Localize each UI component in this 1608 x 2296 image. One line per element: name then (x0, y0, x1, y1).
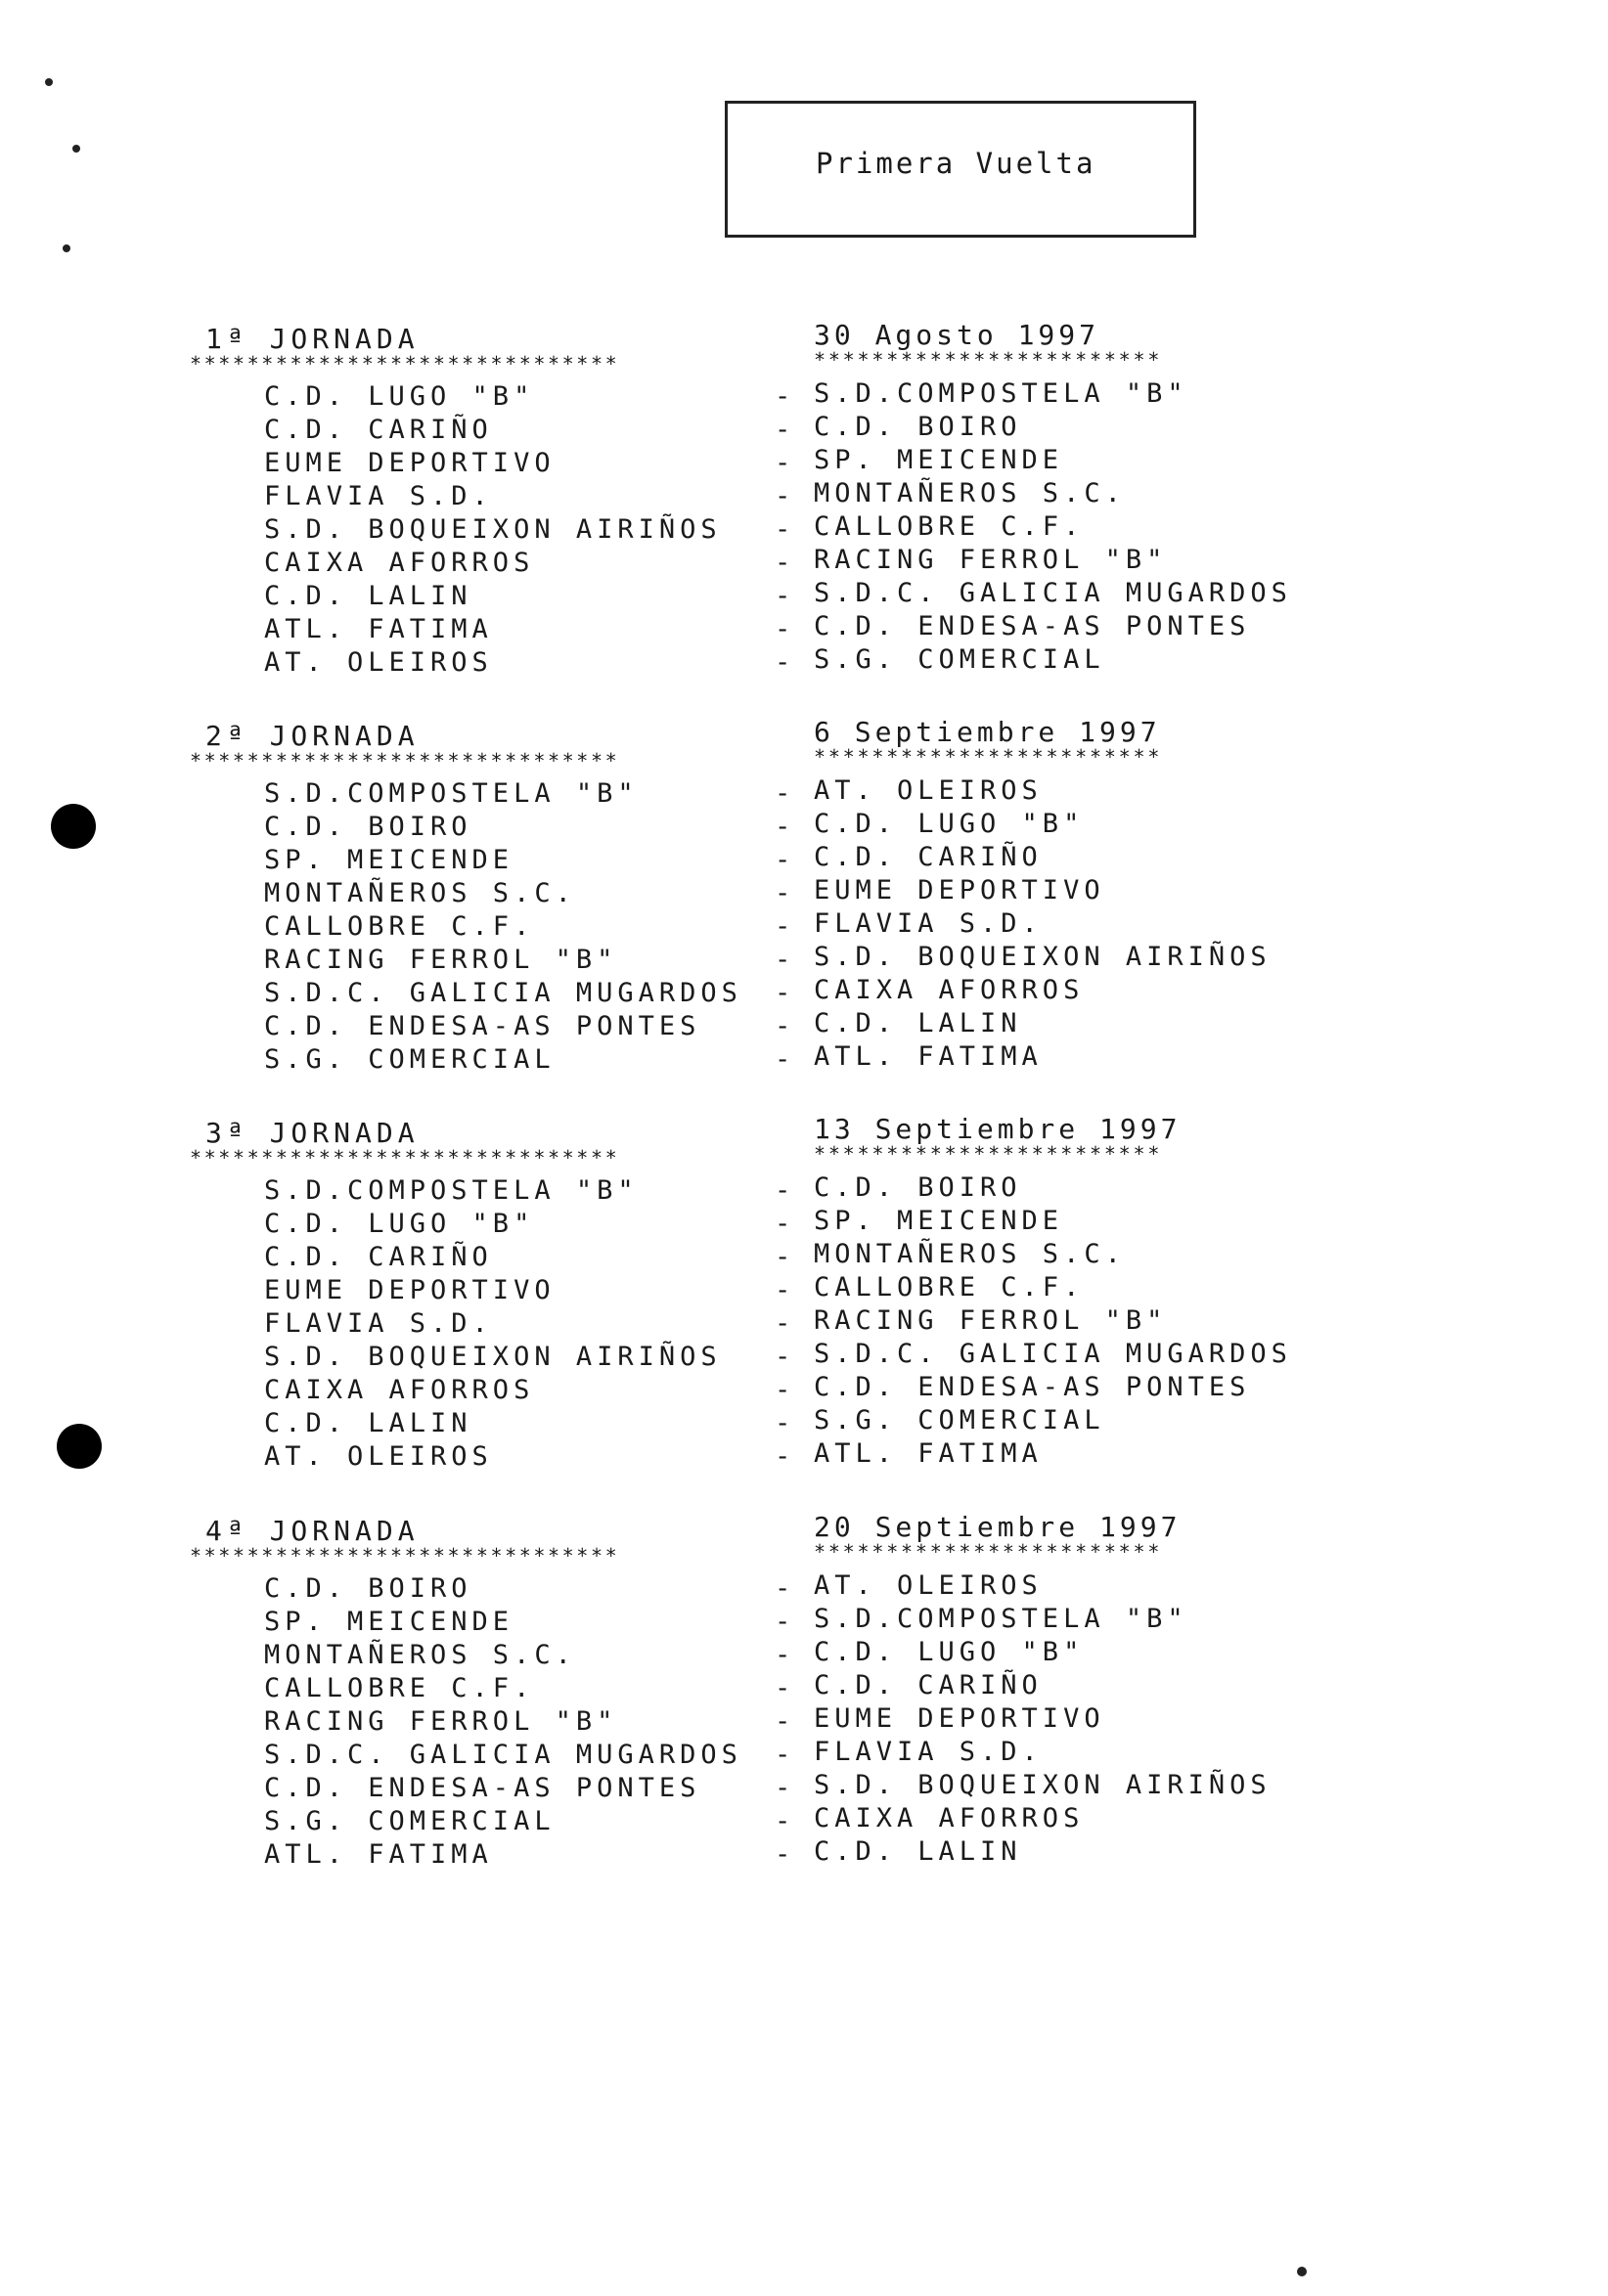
asterisk-rule-left: ****************************** (190, 352, 620, 375)
jornada-label: 3ª JORNADA (205, 1117, 420, 1149)
home-team: SP. MEICENDE (264, 845, 514, 875)
jornada-date: 6 Septiembre 1997 (814, 716, 1161, 748)
match-row (0, 611, 1608, 647)
match-separator: - (775, 878, 796, 908)
jornada-label: 4ª JORNADA (205, 1515, 420, 1547)
match-row (0, 1041, 1608, 1078)
match-list (0, 378, 1608, 681)
match-separator: - (775, 1408, 796, 1438)
away-team: C.D. LUGO "B" (814, 1637, 1085, 1667)
home-team: C.D. ENDESA-AS PONTES (264, 1011, 701, 1041)
match-row (0, 445, 1608, 481)
home-team: S.D. BOQUEIXON AIRIÑOS (264, 1342, 722, 1372)
match-separator: - (775, 1011, 796, 1041)
home-team: ATL. FATIMA (264, 1839, 493, 1870)
home-team: C.D. BOIRO (264, 1573, 472, 1604)
home-team: CALLOBRE C.F. (264, 911, 535, 942)
match-separator: - (775, 845, 796, 875)
away-team: RACING FERROL "B" (814, 545, 1168, 575)
away-team: C.D. BOIRO (814, 1172, 1022, 1203)
home-team: CALLOBRE C.F. (264, 1673, 535, 1703)
match-row (0, 644, 1608, 681)
home-team: C.D. CARIÑO (264, 1242, 493, 1272)
match-separator: - (775, 1640, 796, 1670)
match-row (0, 1372, 1608, 1408)
match-row (0, 1836, 1608, 1873)
jornada-date: 30 Agosto 1997 (814, 319, 1100, 351)
away-team: AT. OLEIROS (814, 775, 1043, 806)
match-list (0, 775, 1608, 1078)
home-team: CAIXA AFORROS (264, 548, 535, 578)
page-title: Primera Vuelta (816, 147, 1096, 180)
away-team: C.D. CARIÑO (814, 1670, 1043, 1700)
away-team: S.D.COMPOSTELA "B" (814, 378, 1188, 409)
match-separator: - (775, 481, 796, 511)
away-team: FLAVIA S.D. (814, 1737, 1043, 1767)
away-team: C.D. ENDESA-AS PONTES (814, 1372, 1251, 1402)
match-row (0, 1770, 1608, 1806)
match-separator: - (775, 1706, 796, 1737)
match-row (0, 545, 1608, 581)
match-separator: - (775, 945, 796, 975)
match-row (0, 511, 1608, 548)
home-team: S.G. COMERCIAL (264, 1806, 556, 1836)
match-row (0, 775, 1608, 812)
match-row (0, 1670, 1608, 1706)
match-row (0, 809, 1608, 845)
match-separator: - (775, 978, 796, 1008)
jornada-block (0, 1113, 1608, 1508)
away-team: MONTAÑEROS S.C. (814, 1239, 1126, 1269)
asterisk-rule-left: ****************************** (190, 1544, 620, 1567)
match-separator: - (775, 1806, 796, 1836)
match-list (0, 1570, 1608, 1873)
match-row (0, 1703, 1608, 1740)
match-separator: - (775, 1175, 796, 1206)
match-row (0, 942, 1608, 978)
away-team: C.D. CARIÑO (814, 842, 1043, 872)
match-row (0, 478, 1608, 514)
jornada-block (0, 716, 1608, 1111)
jornada-block (0, 319, 1608, 714)
scan-speck (72, 145, 80, 153)
home-team: FLAVIA S.D. (264, 481, 493, 511)
away-team: SP. MEICENDE (814, 445, 1064, 475)
match-separator: - (775, 1441, 796, 1472)
home-team: SP. MEICENDE (264, 1607, 514, 1637)
match-separator: - (775, 1673, 796, 1703)
away-team: EUME DEPORTIVO (814, 875, 1105, 905)
match-separator: - (775, 614, 796, 644)
away-team: CAIXA AFORROS (814, 975, 1085, 1005)
home-team: MONTAÑEROS S.C. (264, 878, 576, 908)
match-separator: - (775, 1044, 796, 1075)
away-team: FLAVIA S.D. (814, 908, 1043, 939)
home-team: RACING FERROL "B" (264, 1706, 618, 1737)
match-separator: - (775, 911, 796, 942)
match-separator: - (775, 1607, 796, 1637)
match-separator: - (775, 1773, 796, 1803)
away-team: S.D.C. GALICIA MUGARDOS (814, 1339, 1292, 1369)
match-row (0, 1405, 1608, 1441)
match-row (0, 1604, 1608, 1640)
match-separator: - (775, 448, 796, 478)
home-team: EUME DEPORTIVO (264, 1275, 556, 1305)
match-row (0, 1272, 1608, 1308)
home-team: C.D. LUGO "B" (264, 1209, 535, 1239)
match-separator: - (775, 778, 796, 809)
match-row (0, 378, 1608, 415)
match-separator: - (775, 1342, 796, 1372)
match-row (0, 1008, 1608, 1044)
home-team: MONTAÑEROS S.C. (264, 1640, 576, 1670)
away-team: S.D. BOQUEIXON AIRIÑOS (814, 942, 1272, 972)
match-separator: - (775, 1209, 796, 1239)
match-row (0, 908, 1608, 945)
home-team: RACING FERROL "B" (264, 945, 618, 975)
home-team: C.D. BOIRO (264, 812, 472, 842)
home-team: S.D.C. GALICIA MUGARDOS (264, 1740, 742, 1770)
match-row (0, 1570, 1608, 1607)
home-team: C.D. ENDESA-AS PONTES (264, 1773, 701, 1803)
home-team: AT. OLEIROS (264, 647, 493, 678)
match-row (0, 1803, 1608, 1839)
match-separator: - (775, 381, 796, 412)
match-row (0, 1637, 1608, 1673)
match-separator: - (775, 415, 796, 445)
home-team: S.D. BOQUEIXON AIRIÑOS (264, 514, 722, 545)
away-team: CALLOBRE C.F. (814, 511, 1085, 542)
jornada-date: 13 Septiembre 1997 (814, 1113, 1182, 1145)
scan-speck (1297, 2267, 1307, 2276)
away-team: S.G. COMERCIAL (814, 644, 1105, 675)
match-separator: - (775, 548, 796, 578)
match-row (0, 1438, 1608, 1475)
away-team: MONTAÑEROS S.C. (814, 478, 1126, 508)
match-row (0, 412, 1608, 448)
away-team: S.G. COMERCIAL (814, 1405, 1105, 1435)
away-team: EUME DEPORTIVO (814, 1703, 1105, 1734)
match-row (0, 875, 1608, 911)
away-team: C.D. LALIN (814, 1836, 1022, 1867)
match-separator: - (775, 812, 796, 842)
away-team: CAIXA AFORROS (814, 1803, 1085, 1833)
asterisk-rule-right: ************************ (814, 1142, 1163, 1166)
match-separator: - (775, 1275, 796, 1305)
match-separator: - (775, 1839, 796, 1870)
match-separator: - (775, 1573, 796, 1604)
home-team: C.D. LUGO "B" (264, 381, 535, 412)
scan-speck (63, 244, 70, 252)
away-team: C.D. LUGO "B" (814, 809, 1085, 839)
home-team: S.D.COMPOSTELA "B" (264, 1175, 639, 1206)
title-box (725, 101, 1196, 238)
home-team: S.D.C. GALICIA MUGARDOS (264, 978, 742, 1008)
jornada-block (0, 1511, 1608, 1906)
match-row (0, 1737, 1608, 1773)
home-team: ATL. FATIMA (264, 614, 493, 644)
home-team: EUME DEPORTIVO (264, 448, 556, 478)
match-separator: - (775, 581, 796, 611)
away-team: ATL. FATIMA (814, 1041, 1043, 1072)
match-row (0, 1339, 1608, 1375)
home-team: C.D. LALIN (264, 581, 472, 611)
away-team: S.D.C. GALICIA MUGARDOS (814, 578, 1292, 608)
match-row (0, 1239, 1608, 1275)
home-team: C.D. LALIN (264, 1408, 472, 1438)
home-team: C.D. CARIÑO (264, 415, 493, 445)
match-separator: - (775, 1242, 796, 1272)
asterisk-rule-right: ************************ (814, 348, 1163, 372)
away-team: S.D. BOQUEIXON AIRIÑOS (814, 1770, 1272, 1800)
asterisk-rule-right: ************************ (814, 1540, 1163, 1564)
home-team: CAIXA AFORROS (264, 1375, 535, 1405)
match-list (0, 1172, 1608, 1475)
jornada-label: 2ª JORNADA (205, 720, 420, 752)
home-team: S.G. COMERCIAL (264, 1044, 556, 1075)
jornada-date: 20 Septiembre 1997 (814, 1511, 1182, 1543)
match-row (0, 1172, 1608, 1209)
match-row (0, 578, 1608, 614)
match-row (0, 975, 1608, 1011)
asterisk-rule-left: ****************************** (190, 749, 620, 773)
away-team: RACING FERROL "B" (814, 1305, 1168, 1336)
away-team: ATL. FATIMA (814, 1438, 1043, 1469)
away-team: C.D. ENDESA-AS PONTES (814, 611, 1251, 641)
match-row (0, 842, 1608, 878)
match-separator: - (775, 1375, 796, 1405)
scan-speck (45, 78, 53, 86)
away-team: CALLOBRE C.F. (814, 1272, 1085, 1303)
home-team: AT. OLEIROS (264, 1441, 493, 1472)
match-row (0, 1206, 1608, 1242)
match-separator: - (775, 514, 796, 545)
away-team: C.D. LALIN (814, 1008, 1022, 1038)
away-team: AT. OLEIROS (814, 1570, 1043, 1601)
match-row (0, 1305, 1608, 1342)
asterisk-rule-left: ****************************** (190, 1146, 620, 1170)
away-team: SP. MEICENDE (814, 1206, 1064, 1236)
away-team: S.D.COMPOSTELA "B" (814, 1604, 1188, 1634)
away-team: C.D. BOIRO (814, 412, 1022, 442)
asterisk-rule-right: ************************ (814, 745, 1163, 769)
home-team: S.D.COMPOSTELA "B" (264, 778, 639, 809)
jornada-label: 1ª JORNADA (205, 323, 420, 355)
match-separator: - (775, 647, 796, 678)
match-separator: - (775, 1740, 796, 1770)
home-team: FLAVIA S.D. (264, 1308, 493, 1339)
match-separator: - (775, 1308, 796, 1339)
